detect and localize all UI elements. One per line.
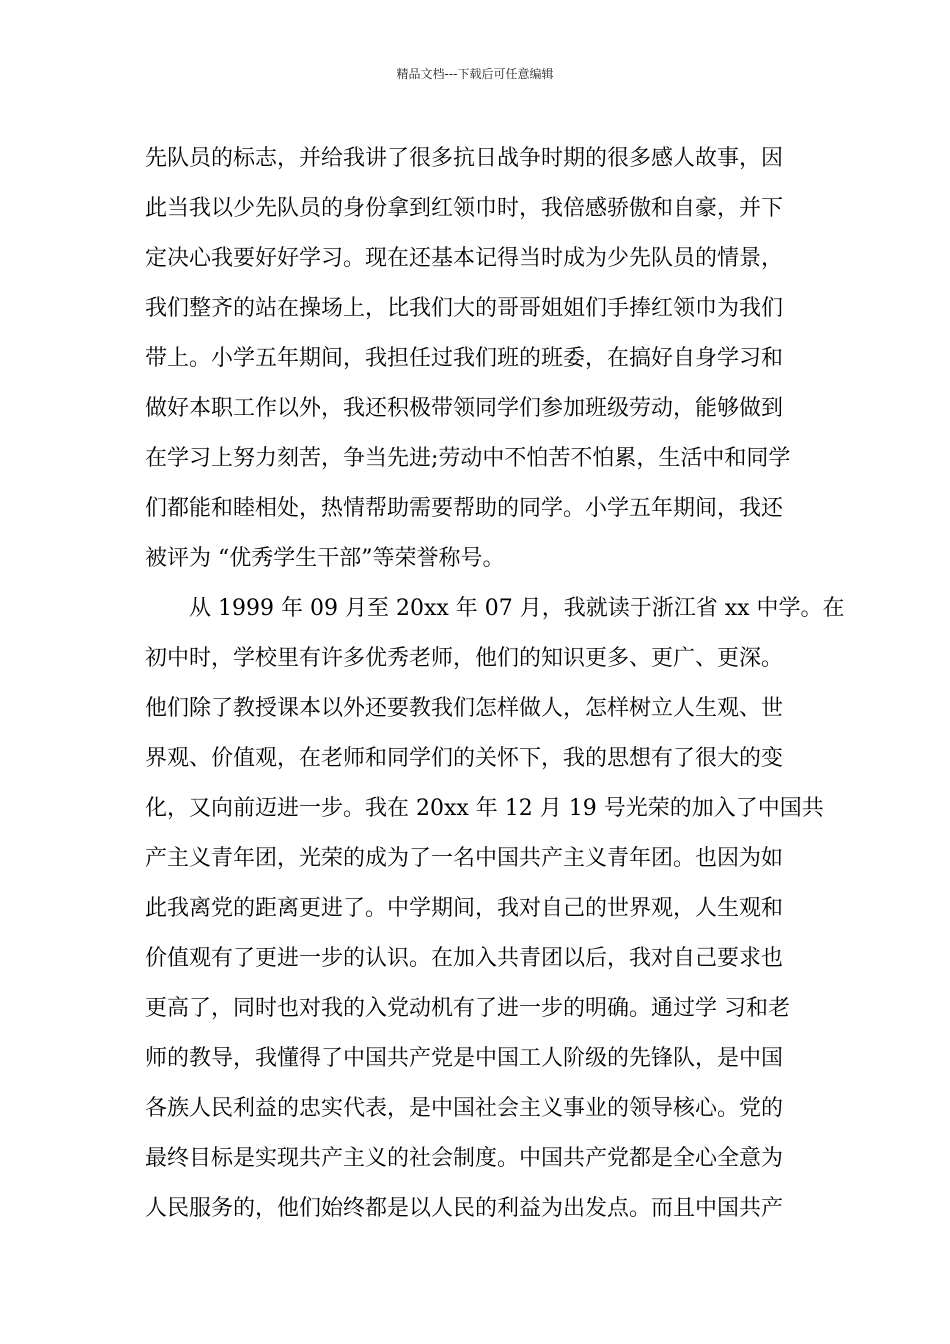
- text-line: 定决心我要好好学习。现在还基本记得当时成为少先队员的情景，: [145, 246, 784, 271]
- text-line: 他们除了教授课本以外还要教我们怎样做人，怎样树立人生观、世: [145, 696, 784, 721]
- text-line: 先队员的标志，并给我讲了很多抗日战争时期的很多感人故事，因: [145, 146, 784, 171]
- text-line: 更高了，同时也对我的入党动机有了进一步的明确。通过学 习和老: [145, 996, 790, 1021]
- text-line: 此当我以少先队员的身份拿到红领巾时，我倍感骄傲和自豪，并下: [145, 196, 784, 221]
- text-line: 带上。小学五年期间，我担任过我们班的班委，在搞好自身学习和: [145, 346, 784, 371]
- text-line: 们都能和睦相处，热情帮助需要帮助的同学。小学五年期间，我还: [145, 496, 784, 521]
- text-line: 在学习上努力刻苦，争当先进;劳动中不怕苦不怕累，生活中和同学: [145, 446, 791, 471]
- text-line: 价值观有了更进一步的认识。在加入共青团以后，我对自己要求也: [145, 946, 784, 971]
- text-line: 界观、价值观，在老师和同学们的关怀下，我的思想有了很大的变: [145, 746, 784, 771]
- text-line: 初中时，学校里有许多优秀老师，他们的知识更多、更广、更深。: [145, 646, 784, 671]
- text-line: 化，又向前迈进一步。我在 20xx 年 12 月 19 号光荣的加入了中国共: [145, 796, 824, 821]
- page-header: 精品文档---下载后可任意编辑: [396, 67, 554, 81]
- text-line: 最终目标是实现共产主义的社会制度。中国共产党都是全心全意为: [145, 1146, 784, 1171]
- text-line: 我们整齐的站在操场上，比我们大的哥哥姐姐们手捧红领巾为我们: [145, 296, 784, 321]
- document-body: [145, 134, 845, 1234]
- text-line: 人民服务的，他们始终都是以人民的利益为出发点。而且中国共产: [145, 1196, 784, 1221]
- text-line: 此我离党的距离更进了。中学期间，我对自己的世界观，人生观和: [145, 896, 784, 921]
- text-line: 被评为 “优秀学生干部”等荣誉称号。: [145, 546, 505, 571]
- text-line: 各族人民利益的忠实代表，是中国社会主义事业的领导核心。党的: [145, 1096, 784, 1121]
- text-line: 师的教导，我懂得了中国共产党是中国工人阶级的先锋队，是中国: [145, 1046, 784, 1071]
- text-line: 做好本职工作以外，我还积极带领同学们参加班级劳动，能够做到: [145, 396, 784, 421]
- text-line: 从 1999 年 09 月至 20xx 年 07 月，我就读于浙江省 xx 中学。在: [145, 596, 845, 621]
- text-line: 产主义青年团，光荣的成为了一名中国共产主义青年团。也因为如: [145, 846, 784, 871]
